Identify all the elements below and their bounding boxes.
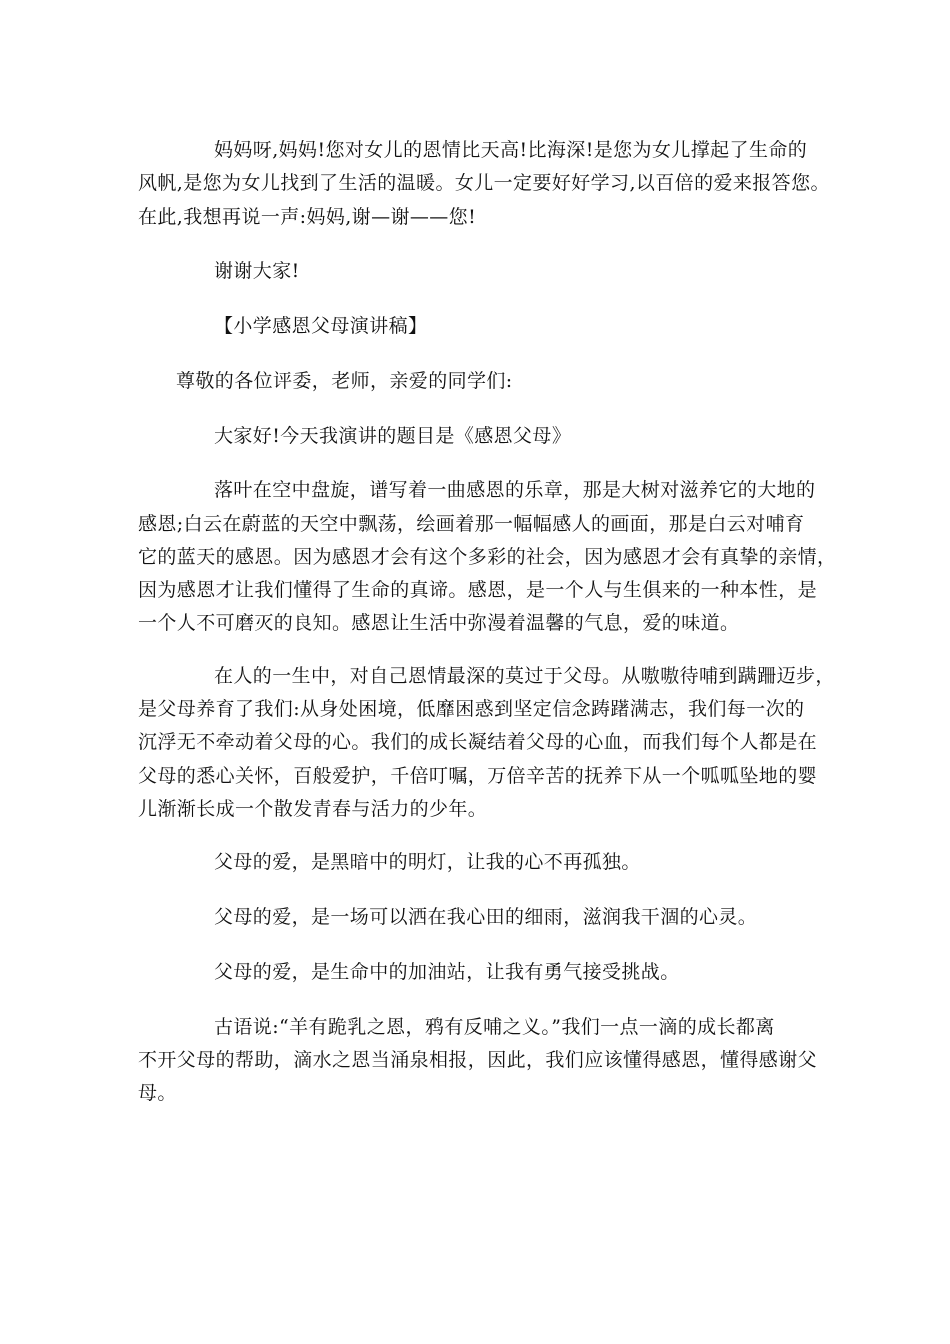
love-line: 父母的爱，是生命中的加油站，让我有勇气接受挑战。 xyxy=(214,961,680,983)
thanks-line: 谢谢大家! xyxy=(214,260,300,282)
text-line: 沉浮无不牵动着父母的心。我们的成长凝结着父母的心血，而我们每个人都是在 xyxy=(138,731,818,753)
text-line: 在人的一生中，对自己恩情最深的莫过于父母。从嗷嗷待哺到蹒跚迈步， xyxy=(214,665,835,687)
text-line: 在此,我想再说一声:妈妈,谢—谢——您! xyxy=(138,206,477,228)
text-line: 风帆,是您为女儿找到了生活的温暖。女儿一定要好好学习,以百倍的爱来报答您。 xyxy=(138,172,830,194)
greeting-line: 尊敬的各位评委，老师，亲爱的同学们: xyxy=(176,370,513,392)
text-line: 因为感恩才让我们懂得了生命的真谛。感恩，是一个人与生俱来的一种本性，是 xyxy=(138,579,818,601)
text-line: 儿渐渐长成一个散发青春与活力的少年。 xyxy=(138,798,488,820)
text-line: 是父母养育了我们:从身处困境，低靡困惑到坚定信念踌躇满志，我们每一次的 xyxy=(138,698,805,720)
text-line: 父母的悉心关怀，百般爱护，千倍叮嘱，万倍辛苦的抚养下从一个呱呱坠地的婴 xyxy=(138,765,818,787)
text-line: 妈妈呀,妈妈!您对女儿的恩情比天高!比海深!是您为女儿撑起了生命的 xyxy=(214,139,808,161)
text-line: 母。 xyxy=(138,1082,177,1104)
text-line: 一个人不可磨灭的良知。感恩让生活中弥漫着温馨的气息，爱的味道。 xyxy=(138,612,740,634)
text-line: 落叶在空中盘旋，谱写着一曲感恩的乐章，那是大树对滋养它的大地的 xyxy=(214,479,816,501)
text-line: 它的蓝天的感恩。因为感恩才会有这个多彩的社会，因为感恩才会有真挚的亲情， xyxy=(138,546,837,568)
opening-line: 大家好!今天我演讲的题目是《感恩父母》 xyxy=(214,425,572,447)
love-line: 父母的爱，是黑暗中的明灯，让我的心不再孤独。 xyxy=(214,851,641,873)
section-heading: 【小学感恩父母演讲稿】 xyxy=(214,315,428,337)
love-line: 父母的爱，是一场可以洒在我心田的细雨，滋润我干涸的心灵。 xyxy=(214,906,758,928)
text-line: 不开父母的帮助，滴水之恩当涌泉相报，因此，我们应该懂得感恩，懂得感谢父 xyxy=(138,1049,818,1071)
text-line: 古语说:“羊有跪乳之恩，鸦有反哺之义。”我们一点一滴的成长都离 xyxy=(214,1016,775,1038)
text-line: 感恩;白云在蔚蓝的天空中飘荡，绘画着那一幅幅感人的画面，那是白云对哺育 xyxy=(138,513,805,535)
